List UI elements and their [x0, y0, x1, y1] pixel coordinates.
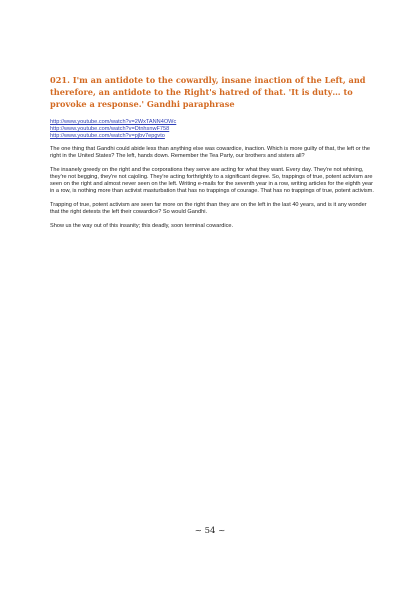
page-number: ~ 54 ~: [194, 526, 226, 536]
paragraph-4: Show us the way out of this insanity; this deadly, soon terminal cowardice.: [50, 223, 234, 229]
body-text: [50, 146, 376, 237]
paragraph-3: Trapping of true, potent activism are seen far more on the right than they are on the left in the last 40 years, and is it any wonder that the right detests the left their cowardice? So would Gandhi.: [50, 202, 367, 215]
youtube-link-2[interactable]: http://www.youtube.com/watch?v=DtnhsnwF758: [50, 126, 170, 132]
paragraph-2: The insanely greedy on the right and the corporations they serve are acting for what they want. Every day. They're not whining, they're not begging, they're not cajoling. They're acting forthrightly to a significant degree. So, trappings of true, potent activism are seen on the right and almost never seen on the left. Writing e-mails for the seventh year in a row, writing articles for the eighth year in a row, is nothing more than activist masturbation that has no trappings of courage. That has no trappings of true, potent activism.: [50, 167, 374, 194]
youtube-link-1[interactable]: http://www.youtube.com/watch?v=2WxTANN4OWc: [50, 119, 177, 125]
section-heading: 021. I'm an antidote to the cowardly, insane inaction of the Left, and therefore, an antidote to the Right's hatred of that. 'It is duty… to provoke a response.' Gandhi paraphrase: [50, 75, 366, 109]
youtube-link-3[interactable]: http://www.youtube.com/watch?v=pjbv7epgvto: [50, 133, 165, 139]
link-list: [50, 119, 370, 140]
paragraph-1: The one thing that Gandhi could abide less than anything else was cowardice, inaction. Which is more guilty of that, the left or the right in the United States? The left, hands down. Remember the Tea Party, our brothers and sisters all?: [50, 146, 370, 159]
